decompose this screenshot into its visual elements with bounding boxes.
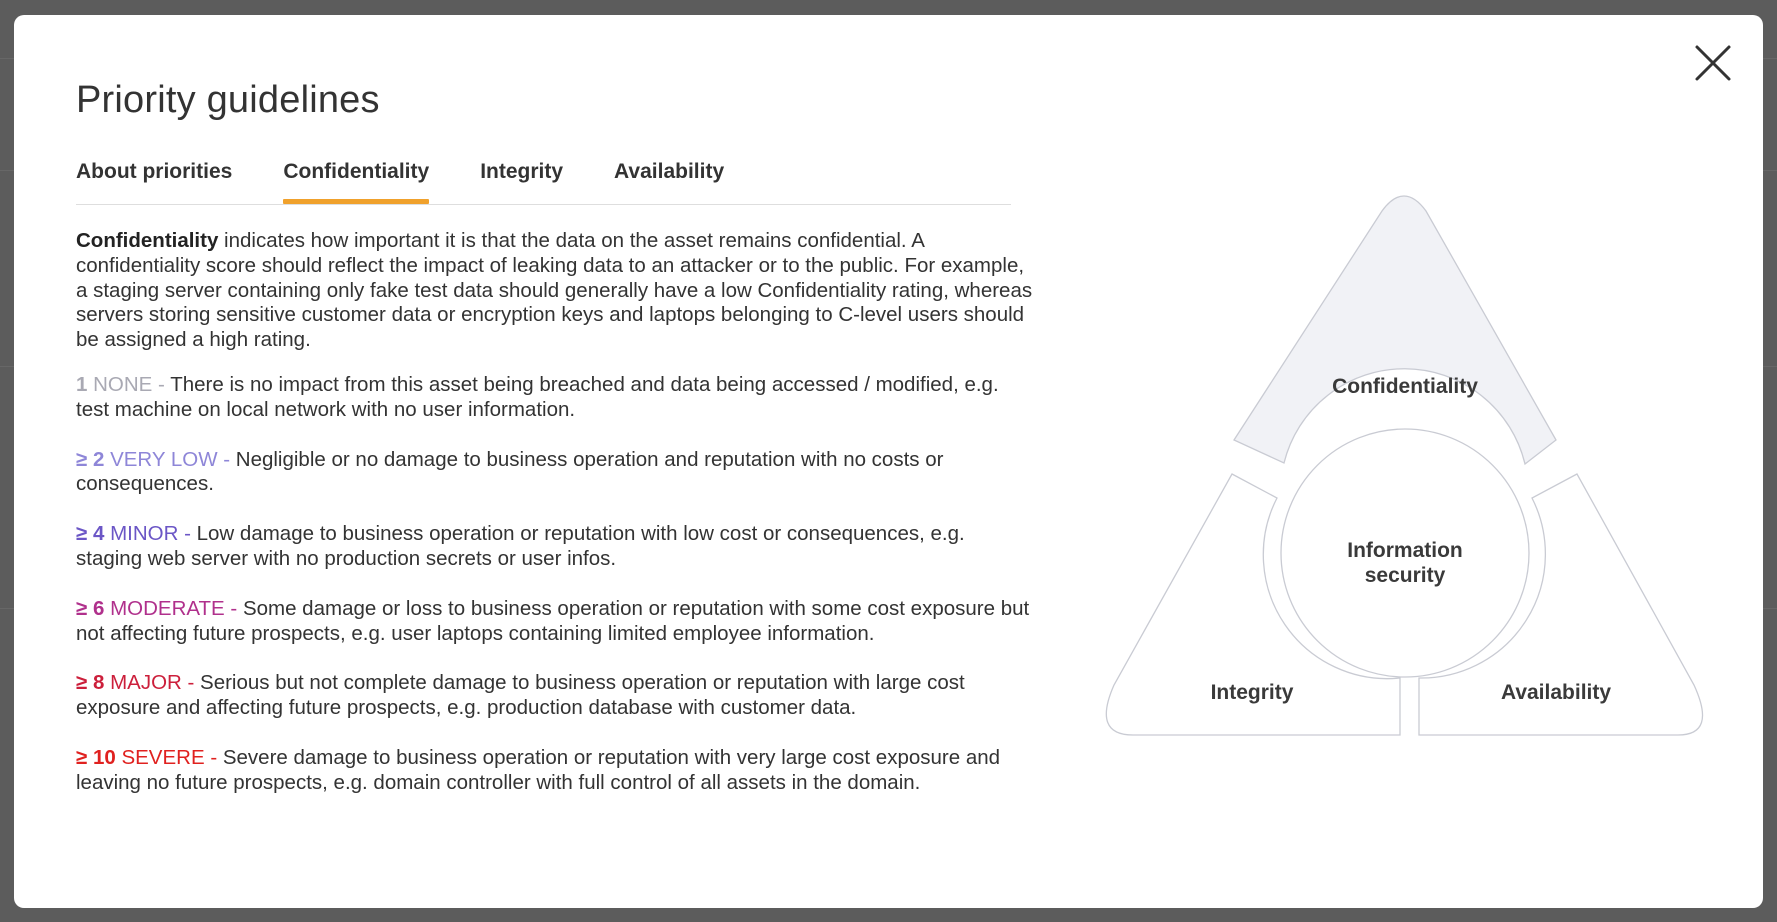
level-score: ≥ 8 <box>76 671 105 695</box>
level-name: MAJOR <box>110 671 182 695</box>
level-description: Severe damage to business operation or reputation with very large cost exposure and leaving no future prospects, e.g. domain controller with full control of all assets in the domain. <box>76 745 1001 794</box>
level-separator: - <box>178 522 197 546</box>
priority-level <box>76 597 1036 647</box>
level-separator: - <box>181 671 201 695</box>
close-icon <box>1694 44 1732 82</box>
level-separator: - <box>217 447 236 471</box>
level-description: Negligible or no damage to business operation and reputation with no costs or consequences. <box>76 447 944 496</box>
tab-about-priorities[interactable]: About priorities <box>76 160 233 183</box>
level-name: VERY LOW <box>110 447 218 471</box>
priority-level <box>76 373 1036 423</box>
level-score: ≥ 2 <box>76 447 105 471</box>
intro-text: indicates how important it is that the data on the asset remains confidential. A confidentiality score should reflect the impact of leaking data to an attacker or to the public. For example, a staging server containing only fake test data should generally have a low Confidentiality rating, whereas servers storing sensitive customer data or encryption keys and laptops belonging to C-level users should be assigned a high rating. <box>76 229 1033 352</box>
center-label-line2: security <box>1364 564 1446 587</box>
dialog-title: Priority guidelines <box>76 79 380 121</box>
level-separator: - <box>204 745 223 769</box>
tab-content <box>76 229 1036 821</box>
intro-term: Confidentiality <box>76 229 219 252</box>
level-description: Serious but not complete damage to business operation or reputation with large cost exposure and affecting future prospects, e.g. production database with customer data. <box>76 671 965 720</box>
level-score: ≥ 4 <box>76 522 105 546</box>
integrity-label: Integrity <box>1210 681 1294 704</box>
tab-confidentiality[interactable]: Confidentiality <box>283 152 429 203</box>
cia-triad-svg <box>1104 215 1704 745</box>
priority-guidelines-dialog <box>14 15 1763 908</box>
level-score: ≥ 10 <box>76 745 116 769</box>
level-separator: - <box>152 372 171 396</box>
level-name: MODERATE <box>110 596 225 620</box>
tab-availability[interactable]: Availability <box>614 160 725 183</box>
level-description: Low damage to business operation or reputation with low cost or consequences, e.g. staging web server with no production secrets or user infos. <box>76 522 965 570</box>
level-name: MINOR <box>110 522 179 546</box>
priority-level <box>76 448 1036 498</box>
priority-level <box>76 671 1036 721</box>
level-score: ≥ 6 <box>76 596 105 620</box>
level-separator: - <box>224 596 243 620</box>
confidentiality-segment <box>1234 196 1556 464</box>
priority-level <box>76 522 1036 572</box>
cia-triad-diagram <box>1104 215 1704 745</box>
level-description: Some damage or loss to business operation or reputation with some cost exposure but not affecting future prospects, e.g. user laptops containing limited employee information. <box>76 596 1030 645</box>
tab-integrity[interactable]: Integrity <box>480 160 564 183</box>
level-name: NONE <box>93 372 153 396</box>
level-name: SEVERE <box>121 745 205 769</box>
level-score: 1 <box>76 372 88 396</box>
level-description: There is no impact from this asset being breached and data being accessed / modified, e.g. test machine on local network with no user information. <box>76 372 999 421</box>
priority-level <box>76 746 1036 796</box>
availability-label: Availability <box>1500 681 1612 704</box>
close-button[interactable] <box>1693 43 1733 83</box>
tab-bar <box>76 152 1011 205</box>
center-label-line1: Information <box>1347 539 1463 562</box>
confidentiality-label: Confidentiality <box>1332 375 1478 398</box>
intro-paragraph <box>76 229 1036 353</box>
